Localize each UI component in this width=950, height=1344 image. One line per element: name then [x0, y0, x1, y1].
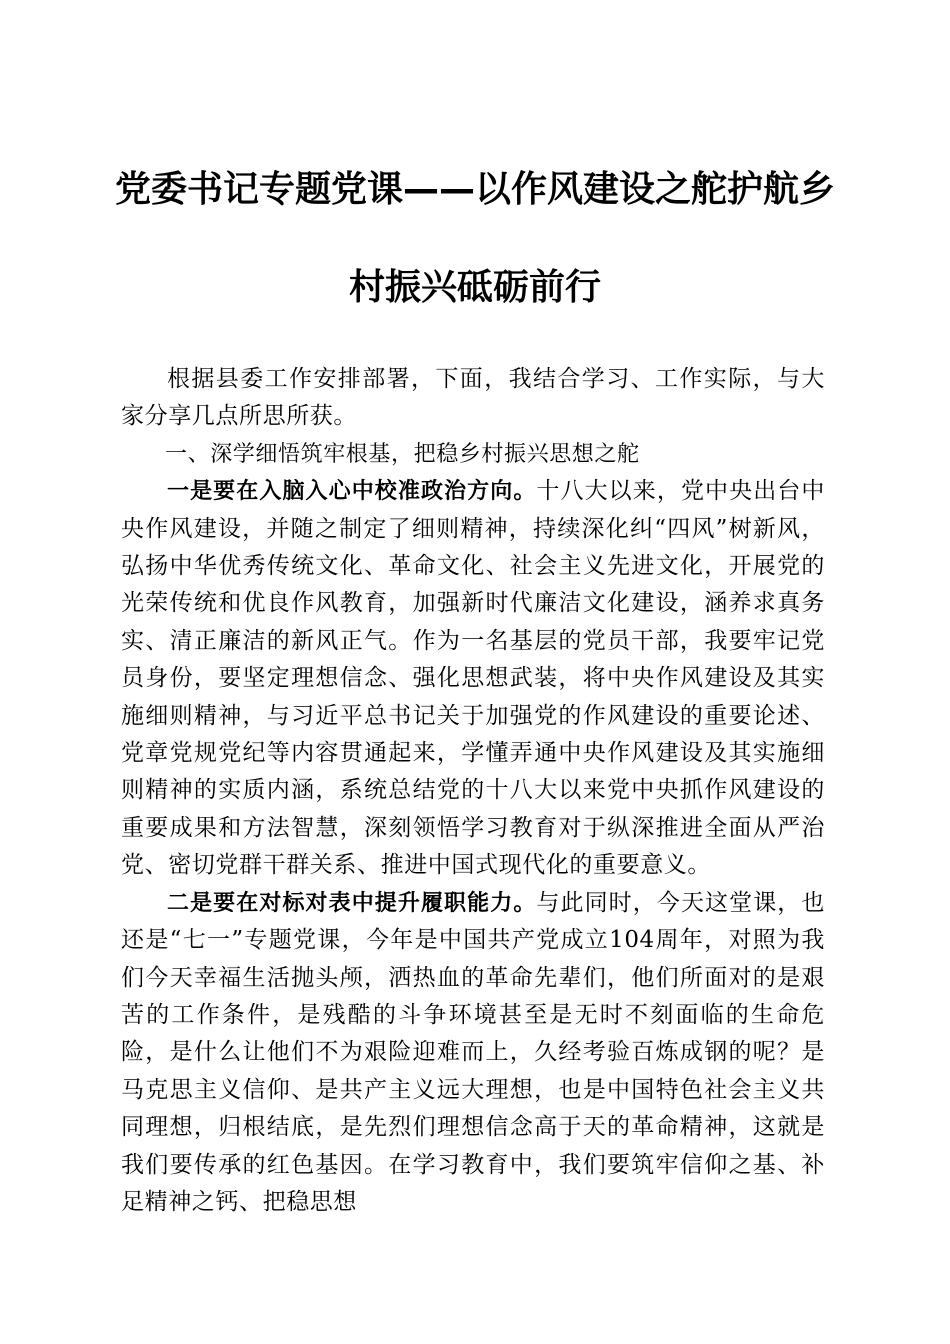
point-1-lead: 一是要在入脑入心中校准政治方向。 [167, 479, 537, 505]
document-body [121, 361, 825, 1221]
point-2-lead: 二是要在对标对表中提升履职能力。 [167, 890, 537, 916]
point-2-text: 与此同时，今天这堂课，也还是“七一”专题党课，今年是中国共产党成立104周年，对照为我们今天幸福生活抛头颅，洒热血的革命先辈们，他们所面对的是艰苦的工作条件，是残酷的斗争环境甚至是无时不刻面临的生命危险，是什么让他们不为艰险迎难而上，久经考验百炼成钢的呢？是马克思主义信仰、是共产主义远大理想，也是中国特色社会主义共同理想，归根结底，是先烈们理想信念高于天的革命精神，这就是我们要传承的红色基因。在学习教育中，我们要筑牢信仰之基、补足精神之钙、把稳思想 [121, 889, 825, 1215]
document-title-line-2: 村振兴砥砺前行 [348, 267, 601, 308]
point-2-paragraph [121, 885, 825, 1222]
point-1-text: 十八大以来，党中央出台中央作风建设，并随之制定了细则精神，持续深化纠“四风”树新风，弘扬中华优秀传统文化、革命文化、社会主义先进文化，开展党的光荣传统和优良作风教育，加强新时代廉洁文化建设，涵养求真务实、清正廉洁的新风正气。作为一名基层的党员干部，我要牢记党员身份，要坚定理想信念、强化思想武装，将中央作风建设及其实施细则精神，与习近平总书记关于加强党的作风建设的重要论述、党章党规党纪等内容贯通起来，学懂弄通中央作风建设及其实施细则精神的实质内涵，系统总结党的十八大以来党中央抓作风建设的重要成果和方法智慧，深刻领悟学习教育对于纵深推进全面从严治党、密切党群干群关系、推进中国式现代化的重要意义。 [121, 478, 825, 879]
intro-paragraph: 根据县委工作安排部署，下面，我结合学习、工作实际，与大家分享几点所思所获。 [121, 366, 825, 430]
section-1-heading: 一、深学细悟筑牢根基，把稳乡村振兴思想之舵 [165, 441, 640, 467]
document-title-line-1: 党委书记专题党课——以作风建设之舵护航乡 [114, 169, 835, 210]
point-1-paragraph [121, 473, 825, 884]
